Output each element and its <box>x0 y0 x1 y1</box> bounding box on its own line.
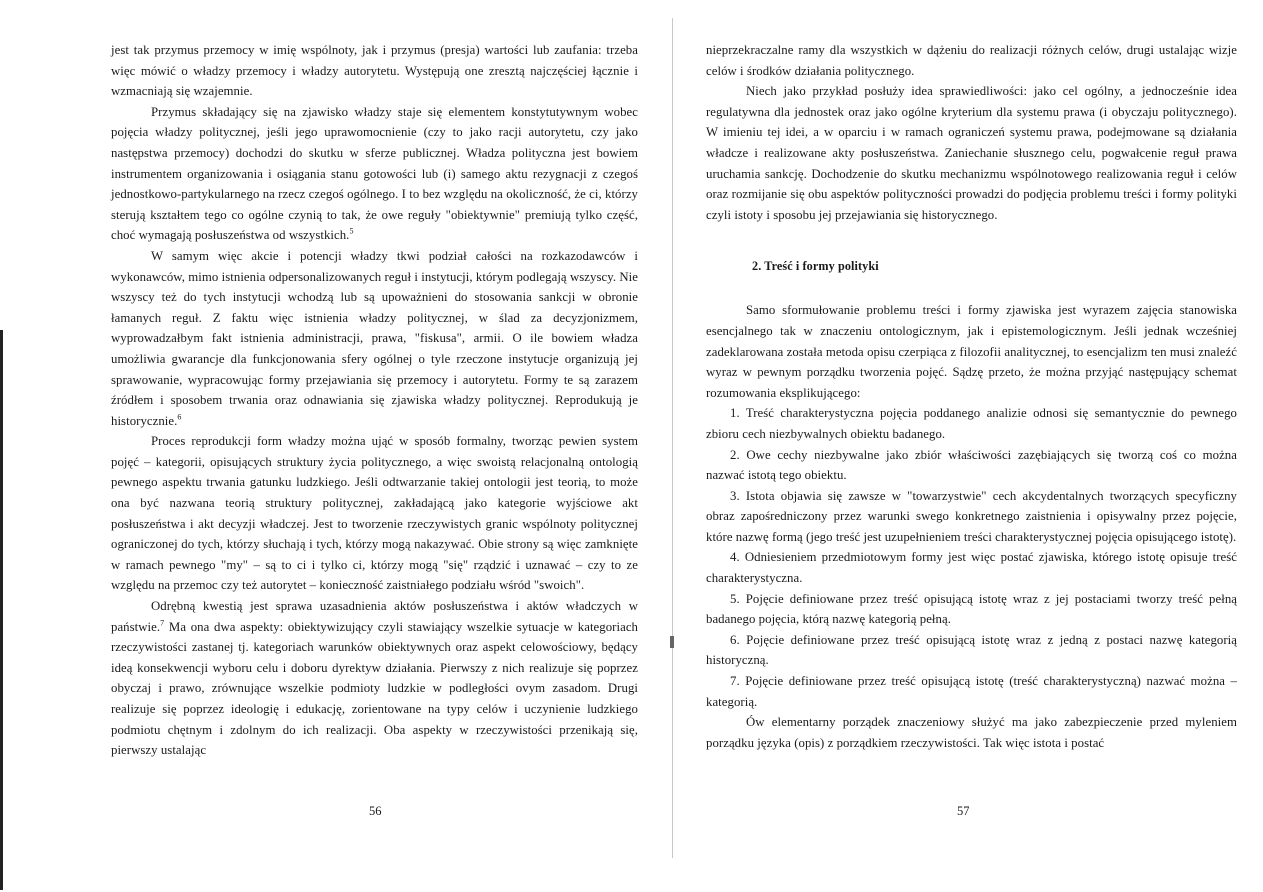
left-paragraph-2: Przymus składający się na zjawisko władzy staje się elementem konstytutywnym wobec pojęcia władzy politycznej, jeśli jego uprawomocnienie (czy to jako racji autorytetu, czy jako następstwa przemocy) dochodzi do skutku w sferze publicznej. Władza polityczna jest bowiem instrumentem organizowania i osiągania stanu gotowości lub (i) samego aktu rezygnacji z czegoś jednostkowo-partykularnego na rzecz czegoś ogólnego. I to bez względu na okoliczność, że ci, którzy sterują kształtem tego co ogólne czynią to tak, że owe reguły "obiektywnie" premiują tylko część, choć wymagają posłuszeństwa od wszystkich.$^5$ <box>111 104 638 243</box>
right-paragraph-2: Niech jako przykład posłuży idea sprawiedliwości: jako cel ogólny, a jednocześnie idea regulatywna dla jednostek oraz jako ogólne kryterium dla systemu prawa (i obyczaju politycznego). W imieniu tej idei, a w oparciu i w ramach ograniczeń systemu prawa, podejmowane są działania władcze i realizowane akty posłuszeństwa. Zaniechanie słusznego celu, pogwałcenie reguł prawa uruchamia sankcję. Dochodzenie do skutku mechanizmu wspólnotowego realizowania reguł i celów oraz rozmijanie się obu aspektów polityczności prowadzi do podjęcia problemu treści i formy polityki czyli istoty i sposobu jej przejawiania się historycznego. <box>706 84 1237 222</box>
page-number-right: 57 <box>957 804 970 818</box>
scan-edge <box>0 330 3 890</box>
left-paragraph-5: Odrębną kwestią jest sprawa uzasadnienia aktów posłuszeństwa i aktów władczych w państwie.$^7$ Ma ona dwa aspekty: obiektywizujący czyli stawiający wszelkie sytuacje w kategoriach rzeczywistości zastanej tj. kategoriach warunków obiektywnych oraz aspekt celowościowy, będący ideą konsekwencji wyboru celu i doboru dyrektyw działania. Pierwszy z nich realizuje się poprzez obyczaj i prawo, zrównujące wszelkie podmioty ludzkie w podległości ovym zasadom. Drugi realizuje się poprzez ideologię i edukację, zorientowane na typy celów i uczynienie ludzkiego podmiotu chętnym i zdolnym do ich realizacji. Oba aspekty w rzeczywistości przenikają się, pierwszy ustalając <box>111 599 638 758</box>
left-page <box>111 40 638 761</box>
right-paragraph-1: nieprzekraczalne ramy dla wszystkich w dążeniu do realizacji różnych celów, drugi ustalając wizje celów i środków działania politycznego. <box>706 43 1237 78</box>
section-paragraph-1: Samo sformułowanie problemu treści i formy zjawiska jest wyrazem zajęcia stanowiska esencjalnego tak w znaczeniu ontologicznym, jak i epistemologicznym. Jeśli jednak wcześniej zadeklarowana została metoda opisu czerpiąca z filozofii analitycznej, to esencjalizm ten musi znaleźć wyraz w pewnym porządku tworzenia pojęć. Sądzę przeto, że można przyjąć następujący schemat rozumowania eksplikującego: <box>706 303 1237 400</box>
section-paragraph-last: Ów elementarny porządek znaczeniowy służyć ma jako zabezpieczenie przed myleniem porządku języka (opis) z porządkiem rzeczywistości. Tak więc istota i postać <box>706 715 1237 750</box>
left-paragraph-4: Proces reprodukcji form władzy można ująć w sposób formalny, tworząc pewien system pojęć – kategorii, opisujących struktury życia politycznego, a więc swoistą relacjonalną ontologią pewnego aspektu trwania gatunku ludzkiego. Jeśli odtwarzanie takiej ontologii jest teorią, to może ona być nazwana teorią struktury politycznej, zakładającą jako kategorie wyjściowe akt posłuszeństwa i akt decyzji władczej. Jest to tworzenie rzeczywistych granic wspólnoty politycznej ograniczonej do tych, którzy słuchają i tych, którzy mogą nakazywać. Obie strony są więc zamknięte w ramach pewnego "my" – są to ci i tylko ci, którzy mogą "się" rządzić i uznawać – czy to ze względu na przemoc czy też autorytet – konieczność zaistniałego podziału wśród "swoich". <box>111 434 638 593</box>
footnote-ref[interactable]: 6 <box>177 412 182 422</box>
list-item: 1. Treść charakterystyczna pojęcia poddanego analizie odnosi się semantycznie do pewnego zbioru cech niezbywalnych obiektu badanego. <box>706 406 1237 441</box>
left-paragraph-1: jest tak przymus przemocy w imię wspólnoty, jak i przymus (presja) wartości lub zaufania: trzeba więc mówić o władzy przemocy i władzy autorytetu. Występują one zresztą najczęściej łącznie i wzmacniają się wzajemnie. <box>111 43 638 99</box>
list-item: 5. Pojęcie definiowane przez treść opisującą istotę wraz z jej postaciami tworzy treść pełną badanego pojęcia, którą nazwę kategorią pełną. <box>706 591 1237 627</box>
list-item: 2. Owe cechy niezbywalne jako zbiór właściwości zazębiających się tworzą coś co można nazwać istotą tego obiektu. <box>706 447 1237 483</box>
right-page <box>706 40 1237 753</box>
footnote-ref[interactable]: 7 <box>160 618 165 628</box>
list-item: 3. Istota objawia się zawsze w "towarzystwie" cech akcydentalnych tworzących specyficzny obraz zapośredniczony przez warunki swego konkretnego zaistnienia i opisywalny przez pojęcie, które nazwę formą (jego treść jest uzupełnieniem treści charakterystycznej pojęcia opisującego istotę). <box>706 488 1237 544</box>
list-item: 4. Odniesieniem przedmiotowym formy jest więc postać zjawiska, którego istotę opisuje treść charakterystyczna. <box>706 550 1237 586</box>
footnote-ref[interactable]: 5 <box>349 227 354 237</box>
book-gutter <box>672 18 673 858</box>
list-item: 6. Pojęcie definiowane przez treść opisującą istotę wraz z jedną z postaci nazwę kategorią historyczną. <box>706 632 1237 668</box>
page-number-left: 56 <box>369 804 382 818</box>
gutter-mark <box>670 636 674 648</box>
section-heading: 2. Treść i formy polityki <box>752 259 879 274</box>
list-item: 7. Pojęcie definiowane przez treść opisującą istotę (treść charakterystyczną) nazwać można – kategorią. <box>706 674 1237 709</box>
left-paragraph-3: W samym więc akcie i potencji władzy tkwi podział całości na rozkazodawców i wykonawców, mimo istnienia odpersonalizowanych reguł i instytucji, którym podlegają wszyscy. Nie wszyscy też do tych instytucji wchodzą lub są upoważnieni do stosowania sankcji w obronie łamanych reguł. Z faktu więc istnienia władzy politycznej, w ślad za decyzjonizmem, wyprowadzałbym fakt istnienia administracji, prawa, "fiskusa", armii. O ile bowiem władza umożliwia gwarancje dla funkcjonowania sfery ogólnej o tyle rzeczone instytucje organizują jej sprawowanie, wypracowując formy przejawiania się przemocy i autorytetu. Formy te są zarazem źródłem i sposobem trwania oraz odnawiania się zjawiska władzy politycznej. Reprodukują je historycznie.$^6$ <box>111 248 638 428</box>
